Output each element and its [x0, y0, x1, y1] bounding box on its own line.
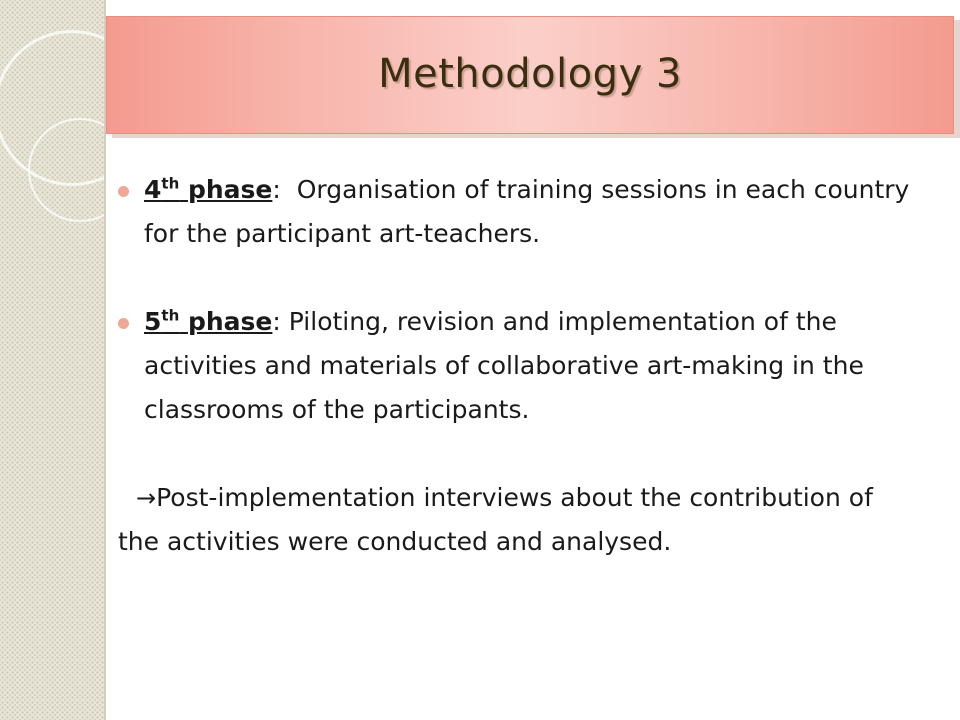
note-text: Post-implementation interviews about the contribution of the activities were conducted and analysed. [118, 483, 873, 556]
bullet-phase-5: 5th phase: Piloting, revision and implementation of the activities and materials of collaborative art-making in the classrooms of the participants. [118, 300, 918, 432]
bullet-dot-icon [118, 318, 129, 329]
slide-title: Methodology 3 [378, 51, 682, 97]
phase-heading: 4th phase [144, 174, 273, 204]
post-implementation-note [118, 476, 918, 564]
slide-content [118, 168, 918, 564]
bullet-phase-4: 4th phase: Organisation of training sessions in each country for the participant art-teachers. [118, 168, 918, 256]
phase-description: Organisation of training sessions in each country for the participant art-teachers. [144, 175, 910, 248]
decorative-sidebar [0, 0, 106, 720]
phase-heading: 5th phase [144, 306, 273, 336]
phase-description: Piloting, revision and implementation of the activities and materials of collaborative art-making in the classrooms of the participants. [144, 307, 864, 424]
right-arrow-icon: → [136, 484, 157, 512]
bullet-dot-icon [118, 186, 129, 197]
